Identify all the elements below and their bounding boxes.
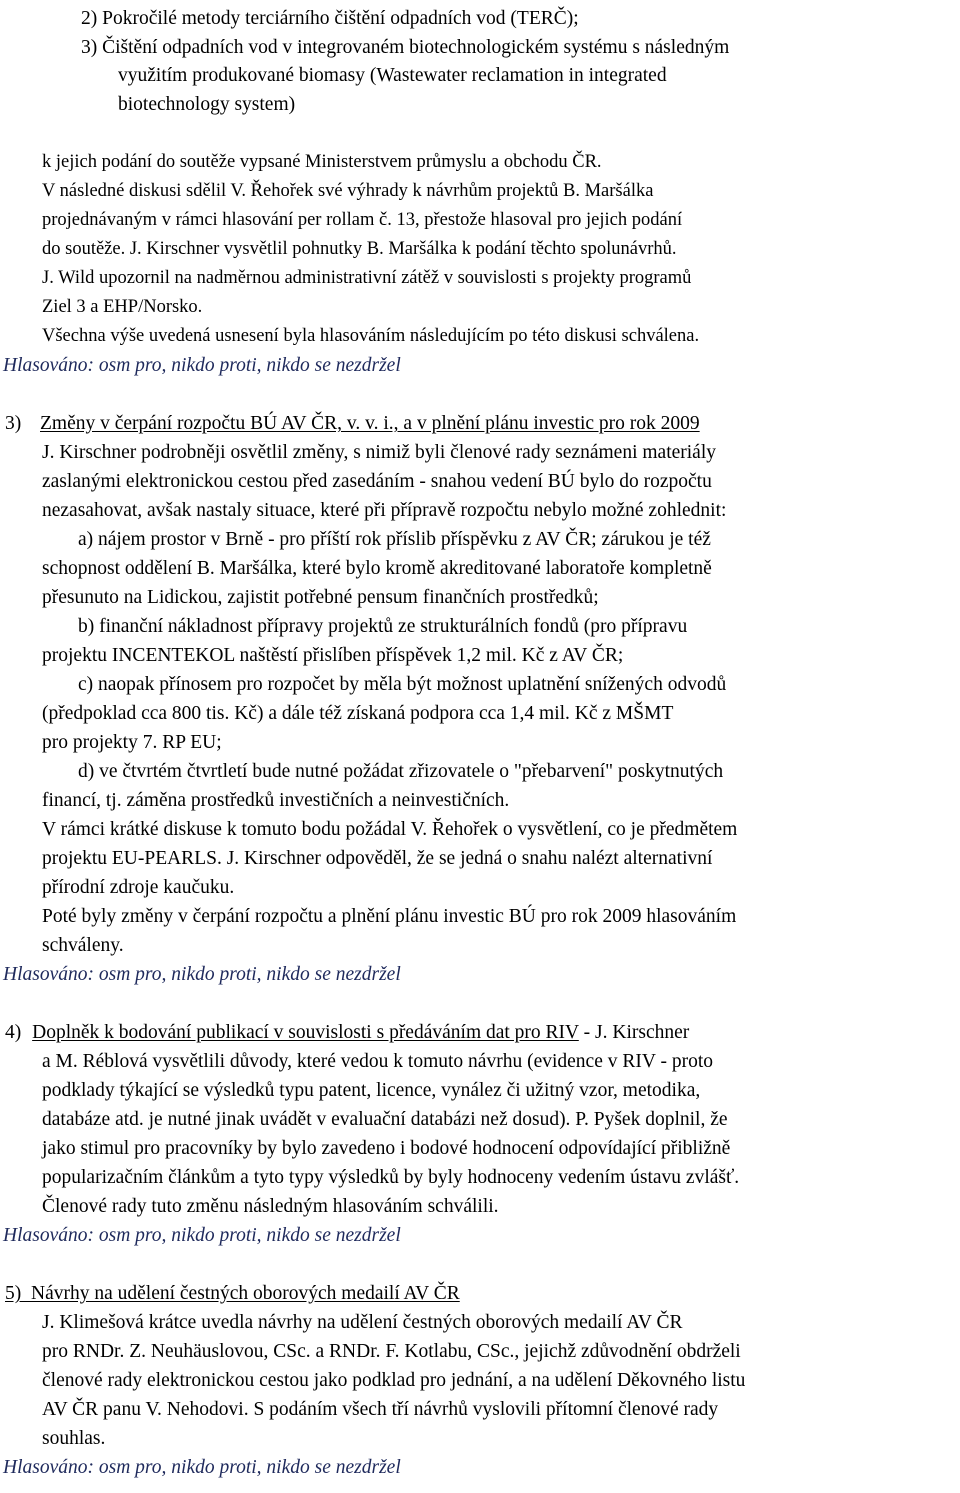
paragraph-line: přírodní zdroje kaučuku. bbox=[42, 877, 235, 898]
section-heading-line bbox=[5, 1023, 689, 1043]
paragraph-line: podklady týkající se výsledků typu patent, licence, vynález či užitný vzor, metodika, bbox=[42, 1080, 701, 1101]
paragraph-line: členové rady elektronickou cestou jako podklad pro jednání, a na udělení Děkovného listu bbox=[42, 1370, 746, 1391]
paragraph-line: Členové rady tuto změnu následným hlasováním schválili. bbox=[42, 1196, 499, 1217]
vote-result: Hlasováno: osm pro, nikdo proti, nikdo se nezdržel bbox=[3, 355, 401, 376]
list-item-3-cont: využitím produkované biomasy (Wastewater reclamation in integrated bbox=[118, 65, 667, 86]
paragraph-line: (předpoklad cca 800 tis. Kč) a dále též získaná podpora cca 1,4 mil. Kč z MŠMT bbox=[42, 703, 674, 724]
paragraph-line: projektu EU-PEARLS. J. Kirschner odpověděl, že se jedná o snahu nalézt alternativní bbox=[42, 848, 713, 869]
paragraph-line: J. Kirschner podrobněji osvětlil změny, s nimiž byli členové rady seznámeni materiály bbox=[42, 442, 716, 463]
paragraph-line: jako stimul pro pracovníky by bylo zavedeno i bodové hodnocení odpovídající přibližně bbox=[42, 1138, 731, 1159]
list-item-2: 2) Pokročilé metody terciárního čištění odpadních vod (TERČ); bbox=[81, 8, 579, 29]
section-heading: Změny v čerpání rozpočtu BÚ AV ČR, v. v. i., a v plnění plánu investic pro rok 2009 bbox=[40, 413, 700, 434]
paragraph-line: nezasahovat, avšak nastaly situace, které při přípravě rozpočtu nebylo možné zohlednit: bbox=[42, 500, 727, 521]
paragraph-line: zaslanými elektronickou cestou před zasedáním - snahou vedení BÚ bylo do rozpočtu bbox=[42, 471, 712, 492]
sub-item-d: d) ve čtvrtém čtvrtletí bude nutné požádat zřizovatele o "přebarvení" poskytnutých bbox=[78, 761, 724, 782]
paragraph-line: a M. Réblová vysvětlili důvody, které vedou k tomuto návrhu (evidence v RIV - proto bbox=[42, 1051, 713, 1072]
section-number: 4) bbox=[5, 1022, 22, 1043]
section-heading: 5) Návrhy na udělení čestných oborových medailí AV ČR bbox=[5, 1283, 460, 1304]
list-item-3-cont: biotechnology system) bbox=[118, 94, 296, 115]
paragraph-line: do soutěže. J. Kirschner vysvětlil pohnutky B. Maršálka k podání těchto spolunávrhů. bbox=[42, 239, 677, 259]
paragraph-line: Ziel 3 a EHP/Norsko. bbox=[42, 297, 203, 317]
sub-item-c: c) naopak přínosem pro rozpočet by měla být možnost uplatnění snížených odvodů bbox=[78, 674, 727, 695]
paragraph-line: Všechna výše uvedená usnesení byla hlasováním následujícím po této diskusi schválena. bbox=[42, 326, 700, 346]
paragraph-line: projektu INCENTEKOL naštěstí přislíben příspěvek 1,2 mil. Kč z AV ČR; bbox=[42, 645, 624, 666]
paragraph-line: popularizačním článkům a tyto typy výsledků by byly hodnoceny vedením ústavu zvlášť. bbox=[42, 1167, 740, 1188]
paragraph-line: projednávaným v rámci hlasování per rollam č. 13, přestože hlasoval pro jejich podání bbox=[42, 210, 683, 230]
sub-item-b: b) finanční nákladnost přípravy projektů ze strukturálních fondů (pro přípravu bbox=[78, 616, 688, 637]
sub-item-a: a) nájem prostor v Brně - pro příští rok příslib příspěvku z AV ČR; zárukou je též bbox=[78, 529, 711, 550]
vote-result: Hlasováno: osm pro, nikdo proti, nikdo se nezdržel bbox=[3, 1225, 401, 1246]
paragraph-line: J. Klimešová krátce uvedla návrhy na udělení čestných oborových medailí AV ČR bbox=[42, 1312, 683, 1333]
paragraph-line: V následné diskusi sdělil V. Řehořek své výhrady k návrhům projektů B. Maršálka bbox=[42, 181, 654, 201]
paragraph-line: pro RNDr. Z. Neuhäuslovou, CSc. a RNDr. F. Kotlabu, CSc., jejichž zdůvodnění obdrželi bbox=[42, 1341, 741, 1362]
paragraph-line: schváleny. bbox=[42, 935, 124, 956]
paragraph-line: k jejich podání do soutěže vypsané Ministerstvem průmyslu a obchodu ČR. bbox=[42, 152, 602, 172]
paragraph-line: V rámci krátké diskuse k tomuto bodu požádal V. Řehořek o vysvětlení, co je předmětem bbox=[42, 819, 738, 840]
paragraph-line: přesunuto na Lidickou, zajistit potřebné pensum finančních prostředků; bbox=[42, 587, 599, 608]
paragraph-line: schopnost oddělení B. Maršálka, které bylo kromě akreditované laboratoře kompletně bbox=[42, 558, 712, 579]
section-heading-author: - J. Kirschner bbox=[578, 1022, 690, 1043]
paragraph-line: pro projekty 7. RP EU; bbox=[42, 732, 222, 753]
section-heading: Doplněk k bodování publikací v souvislosti s předáváním dat pro RIV bbox=[32, 1022, 579, 1043]
paragraph-line: AV ČR panu V. Nehodovi. S podáním všech tří návrhů vyslovili přítomní členové rady bbox=[42, 1399, 719, 1420]
paragraph-line: financí, tj. záměna prostředků investičních a neinvestičních. bbox=[42, 790, 510, 811]
section-number: 3) bbox=[5, 413, 22, 434]
paragraph-line: databáze atd. je nutné jinak uvádět v evaluační databázi než dosud). P. Pyšek doplnil, že bbox=[42, 1109, 728, 1130]
list-item-3: 3) Čištění odpadních vod v integrovaném biotechnologickém systému s následným bbox=[81, 37, 730, 58]
paragraph-line: souhlas. bbox=[42, 1428, 106, 1449]
vote-result: Hlasováno: osm pro, nikdo proti, nikdo se nezdržel bbox=[3, 1457, 401, 1478]
paragraph-line: J. Wild upozornil na nadměrnou administrativní zátěž v souvislosti s projekty programů bbox=[42, 268, 692, 288]
paragraph-line: Poté byly změny v čerpání rozpočtu a plnění plánu investic BÚ pro rok 2009 hlasováním bbox=[42, 906, 737, 927]
vote-result: Hlasováno: osm pro, nikdo proti, nikdo se nezdržel bbox=[3, 964, 401, 985]
